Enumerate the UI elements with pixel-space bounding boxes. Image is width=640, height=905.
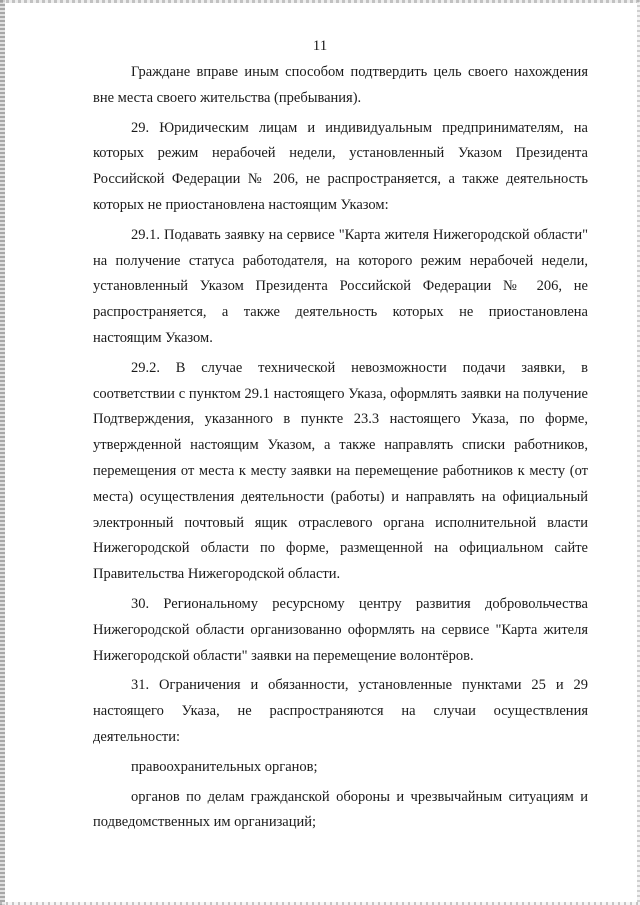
- paragraph-29-1: 29.1. Подавать заявку на сервисе "Карта жителя Нижегородской области" на получение статуса работодателя, на которого режим нерабочей недели, установленный Указом Президента Российской Федерации № 206, не распространяется, а также деятельность которых не приостановлена настоящим Указом.: [93, 226, 588, 346]
- page-number: 11: [312, 38, 328, 54]
- scan-edge-left: [0, 0, 5, 905]
- document-body: [93, 60, 588, 840]
- list-item-civil-defense: органов по делам гражданской обороны и чрезвычайным ситуациям и подведомственных им организаций;: [93, 788, 588, 831]
- paragraph-citizens-purpose: Граждане вправе иным способом подтвердить цель своего нахождения вне места своего жительства (пребывания).: [93, 64, 588, 106]
- paragraph-31: 31. Ограничения и обязанности, установленные пунктами 25 и 29 настоящего Указа, не распространяются на случаи осуществления деятельности:: [93, 677, 588, 745]
- list-item-law-enforcement: правоохранительных органов;: [131, 758, 318, 775]
- paragraph-29-2: 29.2. В случае технической невозможности подачи заявки, в соответствии с пунктом 29.1 настоящего Указа, оформлять заявки на получение Подтверждения, указанного в пункте 23.3 настоящего Указа, по форме, утвержденной настоящим Указом, а также направлять списки работников, перемещения от места к месту заявки на перемещение работников к месту (от места) осуществления деятельности (работы) и направлять на официальный электронный почтовый ящик отраслевого органа исполнительной власти Нижегородской области по форме, размещенной на официальном сайте Правительства Нижегородской области.: [93, 359, 588, 583]
- scan-edge-top: [0, 0, 640, 3]
- paragraph-30: 30. Региональному ресурсному центру развития добровольчества Нижегородской области организованно оформлять на сервисе "Карта жителя Нижегородской области" заявки на перемещение волонтёров.: [93, 595, 588, 664]
- paragraph-29: 29. Юридическим лицам и индивидуальным предпринимателям, на которых режим нерабочей недели, установленный Указом Президента Российской Федерации № 206, не распространяется, а также деятельность которых не приостановлена настоящим Указом:: [93, 119, 588, 213]
